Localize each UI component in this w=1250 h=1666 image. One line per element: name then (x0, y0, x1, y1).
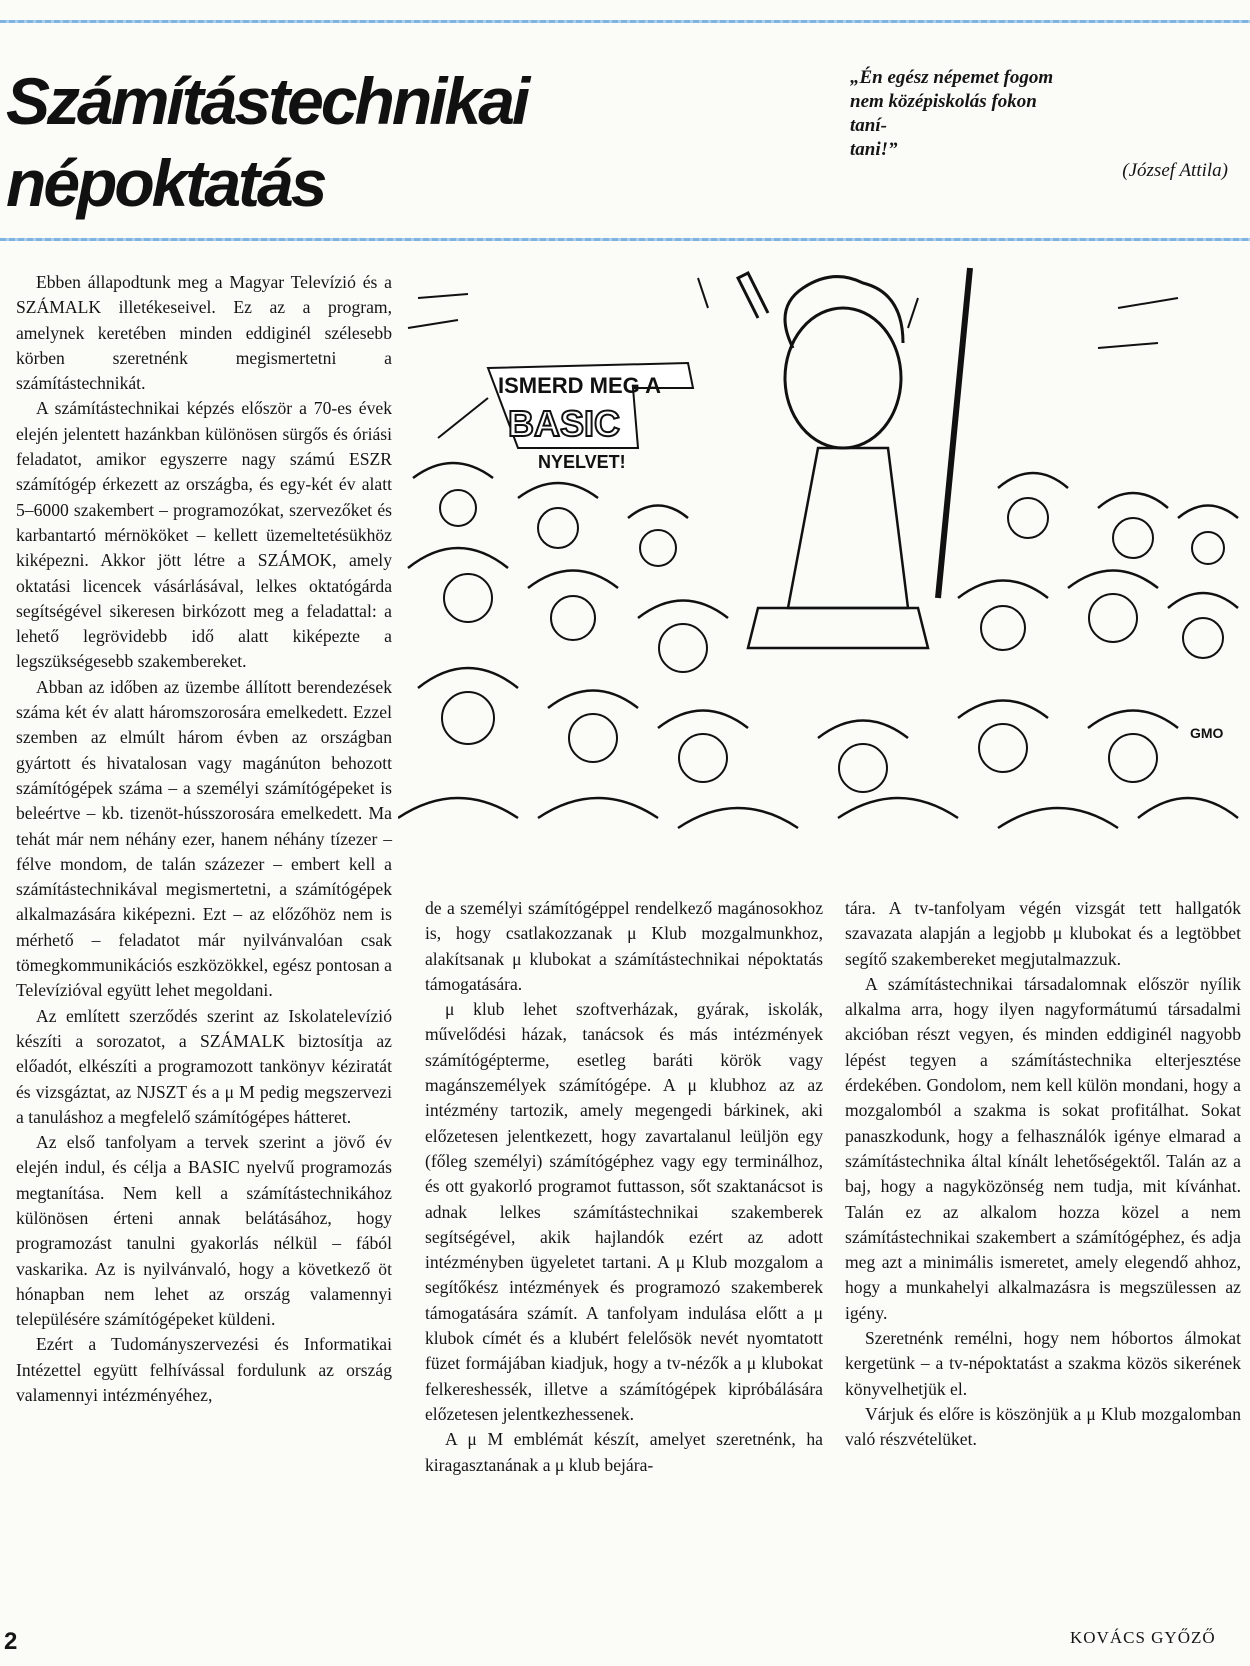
top-divider (0, 20, 1250, 23)
paragraph: Az első tanfolyam a tervek szerint a jövő év elején indul, és célja a BASIC nyelvű programozás megtanítása. Nem kell a számítástechnikához különösen érteni annak belátásához, hogy programozást tanulni gyakorlás nélkül – fából vaskarika. Az is nyilvánvaló, hogy a következő öt hónapban nem lehet az ország valamennyi településére számítógépeket küldeni. (16, 1132, 392, 1330)
epigraph-attribution: (József Attila) (1122, 160, 1228, 181)
paragraph: tára. A tv-tanfolyam végén vizsgát tett hallgatók szavazata alapján a legjobb μ klubokat és a legtöbbet segítő szakembereket megjutalmazzuk. (845, 898, 1241, 969)
paragraph: Ezért a Tudományszervezési és Informatikai Intézettel együtt felhívással fordulunk az ország valamennyi intézményéhez, (16, 1334, 392, 1406)
cartoon-illustration (398, 258, 1248, 870)
banner-line-1: ISMERD MEG A (498, 373, 661, 398)
author-signature: KOVÁCS GYŐZŐ (1070, 1628, 1216, 1647)
paragraph: A számítástechnikai társadalomnak először nyílik alkalma arra, hogy ilyen nagyformátumú társadalmi akcióban részt vegyen, és minden eddiginél nagyobb lépést tegyen a számítástechnika elterjesztése érdekében. Gondolom, nem kell külön mondani, hogy a mozgalomból a szakma is sokat profitálhat. Sokat panaszkodunk, hogy a felhasználók igénye elmarad a számítástechnika által kínált lehetőségektől. Talán az a baj, hogy a nagyközönség nem tudja, mit kívánhat. Talán ez az alkalom hozza közel a nem számítástechnikai szakembert a számítógéphez, és adja meg azt a minimális ismeretet, amely elegendő ahhoz, hogy a munkahelyi alkalmazásra is megszülessen az igény. (845, 973, 1241, 1323)
header-divider (0, 238, 1250, 241)
article-column-1 (16, 270, 392, 1408)
paragraph: Abban az időben az üzembe állított berendezések száma két év alatt háromszorosára emelkedett. Ezzel szemben az elmúlt három évben az országban gyártott és hivatalosan vagy magánúton behozott számítógépek száma – a személyi számítógépeket is beleértve – kb. tizenöt-hússzorosára emelkedett. Ma tehát már nem néhány ezer, hanem néhány tízezer – félve mondom, de talán százezer – embert kell a számítástechnikával megismertetni, a számítógépek alkalmazására kiképezni. Ezt – az előzőhöz nem is mérhető – feladatot már nyilvánvalóan csak tömegkommunikációs eszközökkel, egész pontosan a Televízióval együtt lehet megoldani. (16, 676, 392, 1001)
title-line-1: Számítástechnikai (6, 64, 528, 138)
paragraph: Az említett szerződés szerint az Iskolatelevízió készíti a sorozatot, a SZÁMALK biztosítja az előadót, elkészíti a programozott tankönyv kéziratát és vizsgáztat, az NJSZT és a μ M pedig megszervezi a tanuláshoz a megfelelő számítógépes hátteret. (16, 1005, 392, 1127)
epigraph-line: taní- (850, 115, 887, 136)
artist-signature: GMO (1190, 725, 1224, 741)
page-title (6, 60, 527, 224)
paragraph: Szeretnénk remélni, hogy nem hóbortos álmokat kergetünk – a tv-népoktatást a szakma közös sikerének könyvelhetjük el. (845, 1328, 1241, 1399)
title-line-2: népoktatás (6, 146, 325, 220)
cartoon-drawing (398, 258, 1248, 870)
epigraph-line: tani!” (850, 139, 898, 160)
article-column-2 (425, 896, 823, 1478)
paragraph: Ebben állapodtunk meg a Magyar Televízió és a SZÁMALK illetékeseivel. Ez az a program, amelynek keretében minden eddiginél szélesebb körben szeretnénk megismertetni a számítástechnikát. (16, 272, 392, 394)
epigraph-line: nem középiskolás fokon (850, 91, 1037, 112)
epigraph-line: „Én egész népemet fogom (850, 67, 1054, 88)
banner-line-2: BASIC (508, 403, 621, 444)
banner-line-3: NYELVET! (538, 452, 626, 472)
paragraph: μ klub lehet szoftverházak, gyárak, iskolák, művelődési házak, tanácsok és más intézmények számítógépterme, esetleg baráti körök vagy magánszemélyek számítógépe. A μ klubhoz az az intézmény tartozik, amely megengedi bárkinek, aki előzetesen jelentkezett, hogy zavartalanul leüljön egy (főleg személyi) számítógéphez vagy egy terminálhoz, és ott gyakorló programot futtasson, sőt szaktanácsot is adnak lelkes számítástechnikai szakemberek segítségével, akik hajlandók ezért az adott intézményben ügyeletet tartani. A μ Klub mozgalom a segítőkész intézmények és programozó szakemberek támogatására számít. A tanfolyam indulása előtt a μ klubok címét és a klubért felelősök nevét nyomtatott füzet formájában kiadjuk, hogy a tv-nézők a μ klubokat felkereshessék, illetve a számítógépek kipróbálására előzetesen jelentkezhessenek. (425, 999, 823, 1424)
paragraph: de a személyi számítógéppel rendelkező magánosokhoz is, hogy csatlakozzanak μ Klub mozgalmunkhoz, alakítsanak μ klubokat a számítástechnikai népoktatás támogatására. (425, 898, 823, 994)
paragraph: A μ M emblémát készít, amelyet szeretnénk, ha kiragasztanának a μ klub bejára- (425, 1429, 823, 1475)
article-column-3 (845, 896, 1241, 1453)
paragraph: Várjuk és előre is köszönjük a μ Klub mozgalomban való részvételüket. (845, 1403, 1241, 1450)
epigraph-quote (850, 66, 1230, 162)
page-number: 2 (4, 1628, 18, 1655)
paragraph: A számítástechnikai képzés először a 70-es évek elején jelentett hazánkban különösen sürgős és óriási feladatot, amikor egyszerre nagy számú ESZR számítógép érkezett az országba, és egy-két év alatt 5–6000 szakembert – programozókat, szervezőket és karbantartó mérnököket – kellett üzemeltetésükhöz kiképezni. Akkor jött létre a SZÁMOK, amely oktatási licencek vásárlásával, lelkes oktatógárda segítségével sikeresen birkózott meg a feladattal: a lehető legrövidebb idő alatt kiképezte a legszükségesebb szakembereket. (16, 398, 392, 672)
